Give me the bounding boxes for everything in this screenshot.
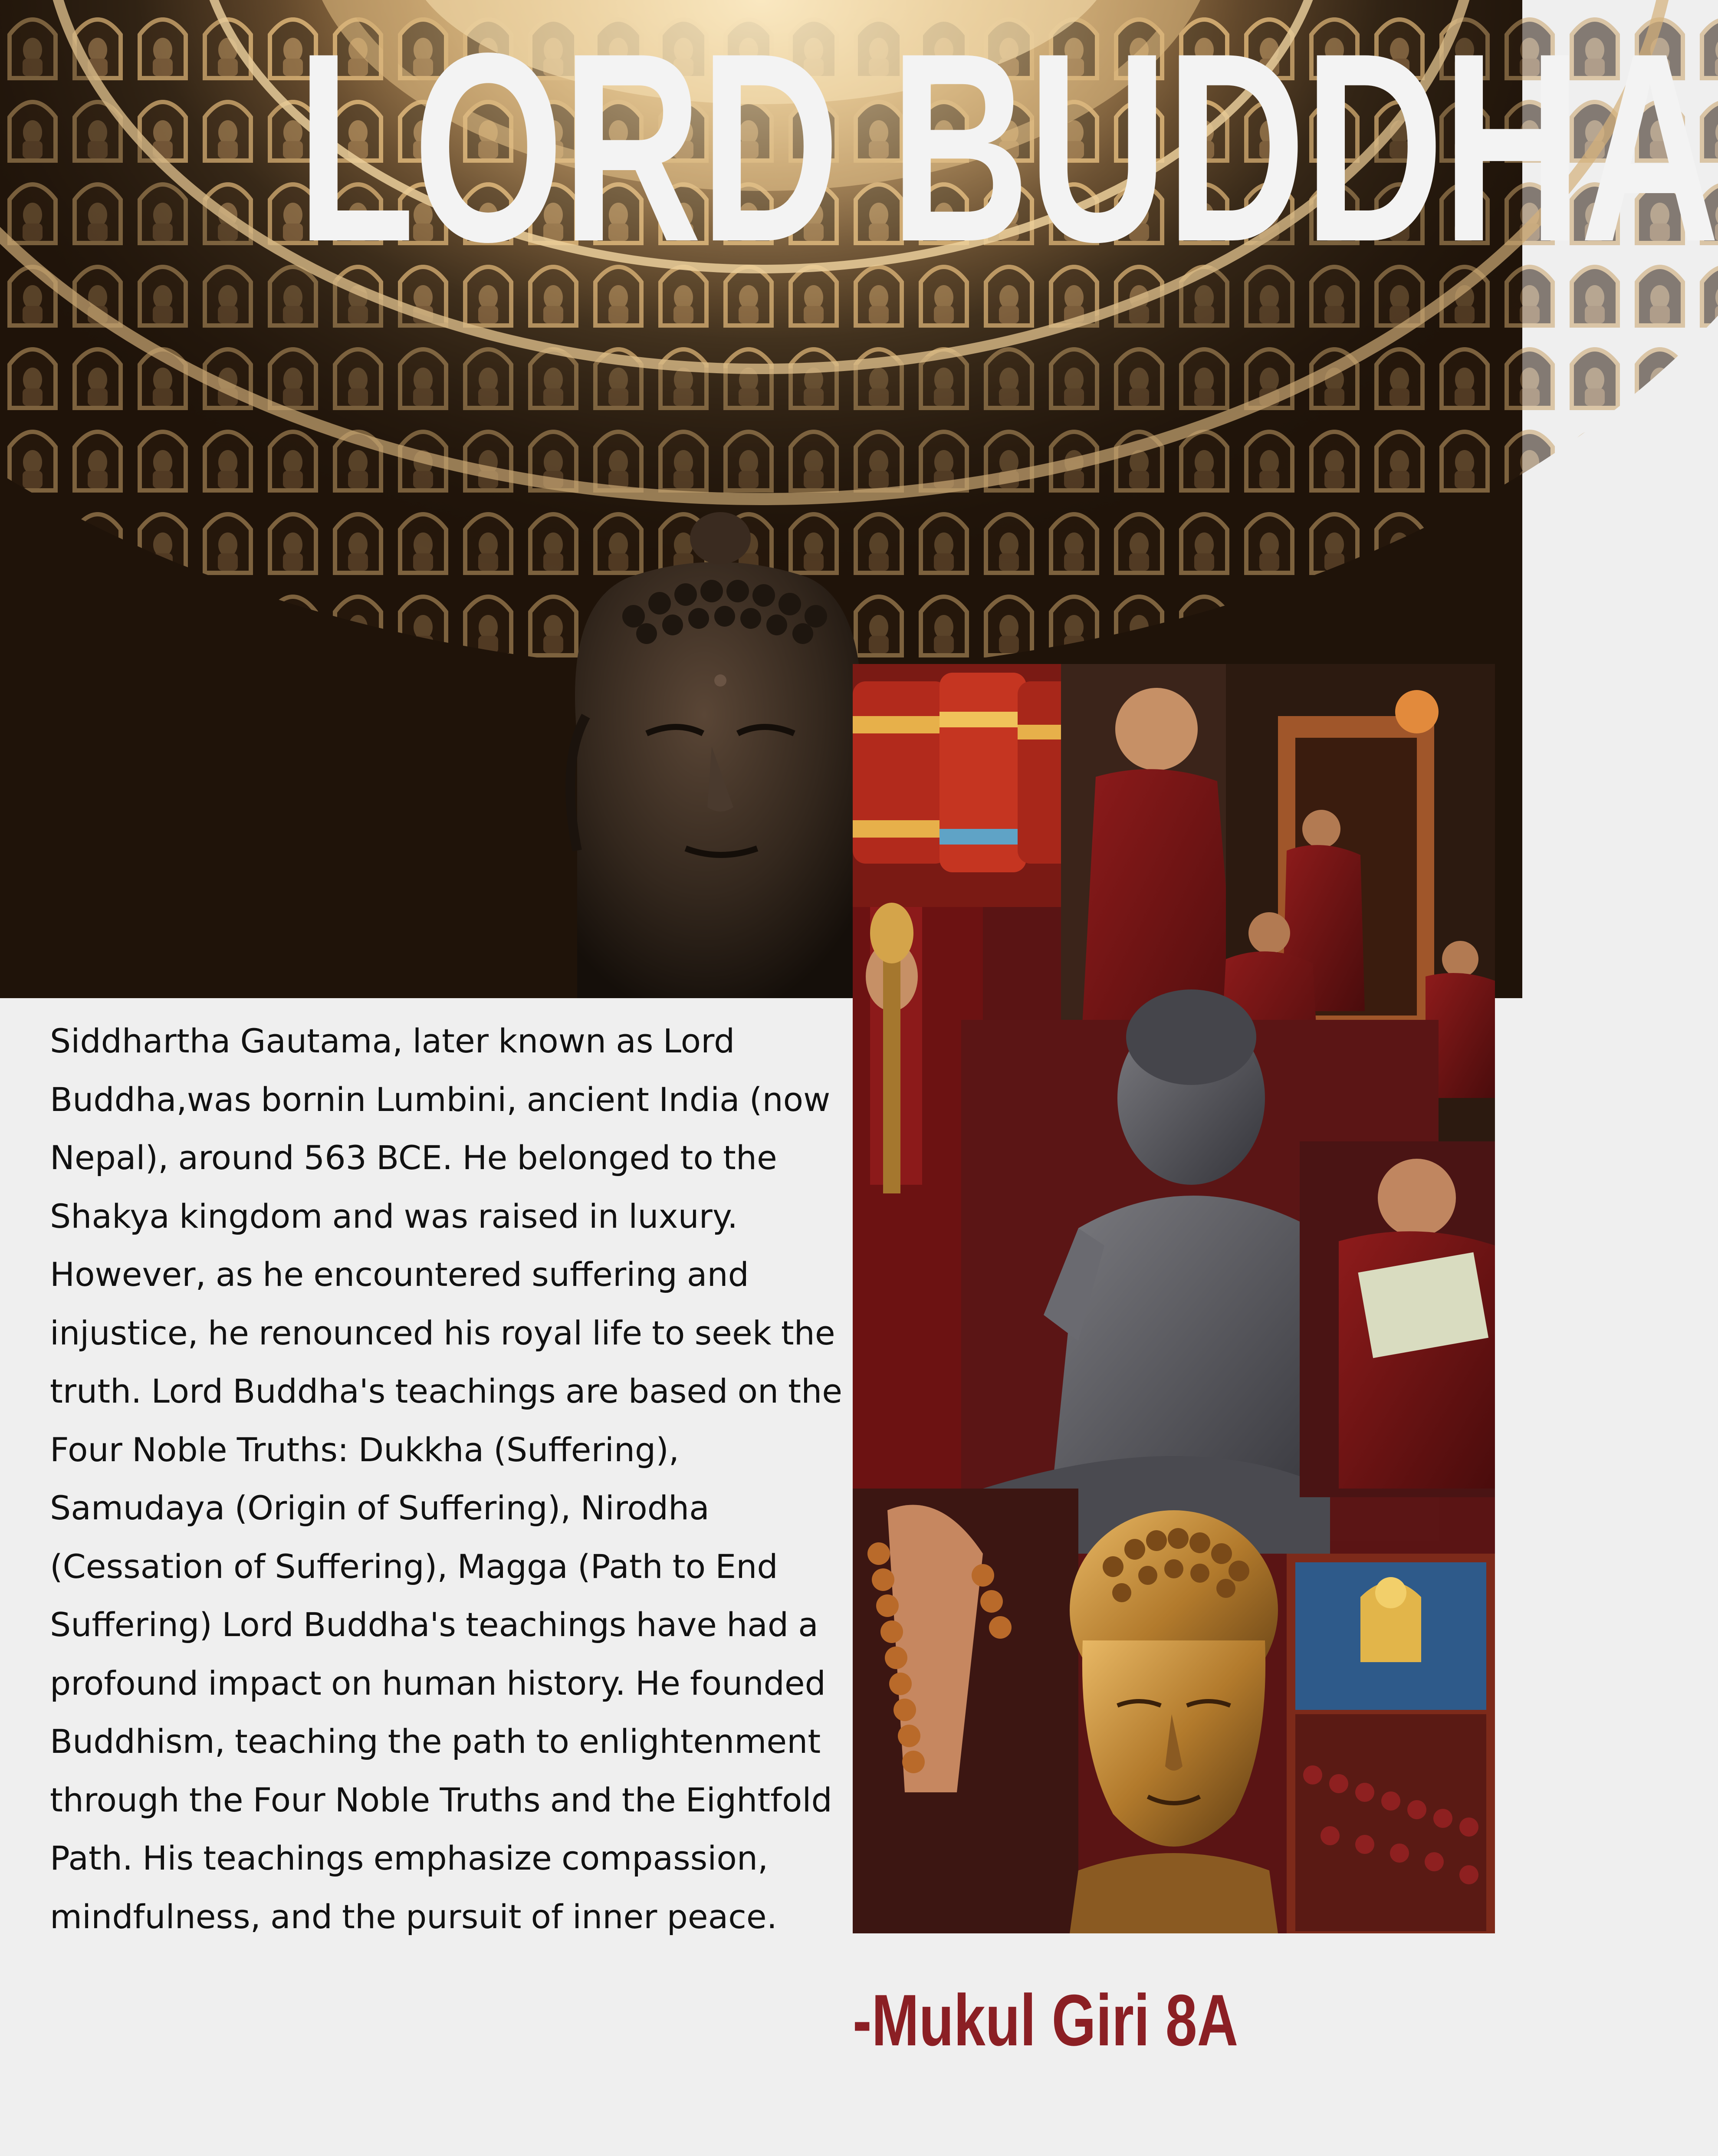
body-paragraph: Siddhartha Gautama, later known as Lord Buddha,was bornin Lumbini, ancient India (now Nepal), around 563 BCE. He belonged to the Shakya kingdom and was raised in luxury. However, as he encountered suffering and injustice, he renounced his royal life to seek the truth. Lord Buddha's teachings are based on the Four Noble Truths: Dukkha (Suffering), Samudaya (Origin of Suffering), Nirodha (Cessation of Suffering), Magga (Path to End Suffering) Lord Buddha's teachings have had a profound impact on human history. He founded Buddhism, teaching the path to enlightenment through the Four Noble Truths and the Eightfold Path. His teachings emphasize compassion, mindfulness, and the pursuit of inner peace. [50,1022,843,1936]
monks-collage-illustration [853,664,1495,1933]
collage-image [853,664,1495,1933]
author-signature: -Mukul Giri 8A [853,1979,1238,2061]
golden-buddha-head [1070,1510,1278,1933]
page-title: LORD BUDDHA [296,0,1718,298]
